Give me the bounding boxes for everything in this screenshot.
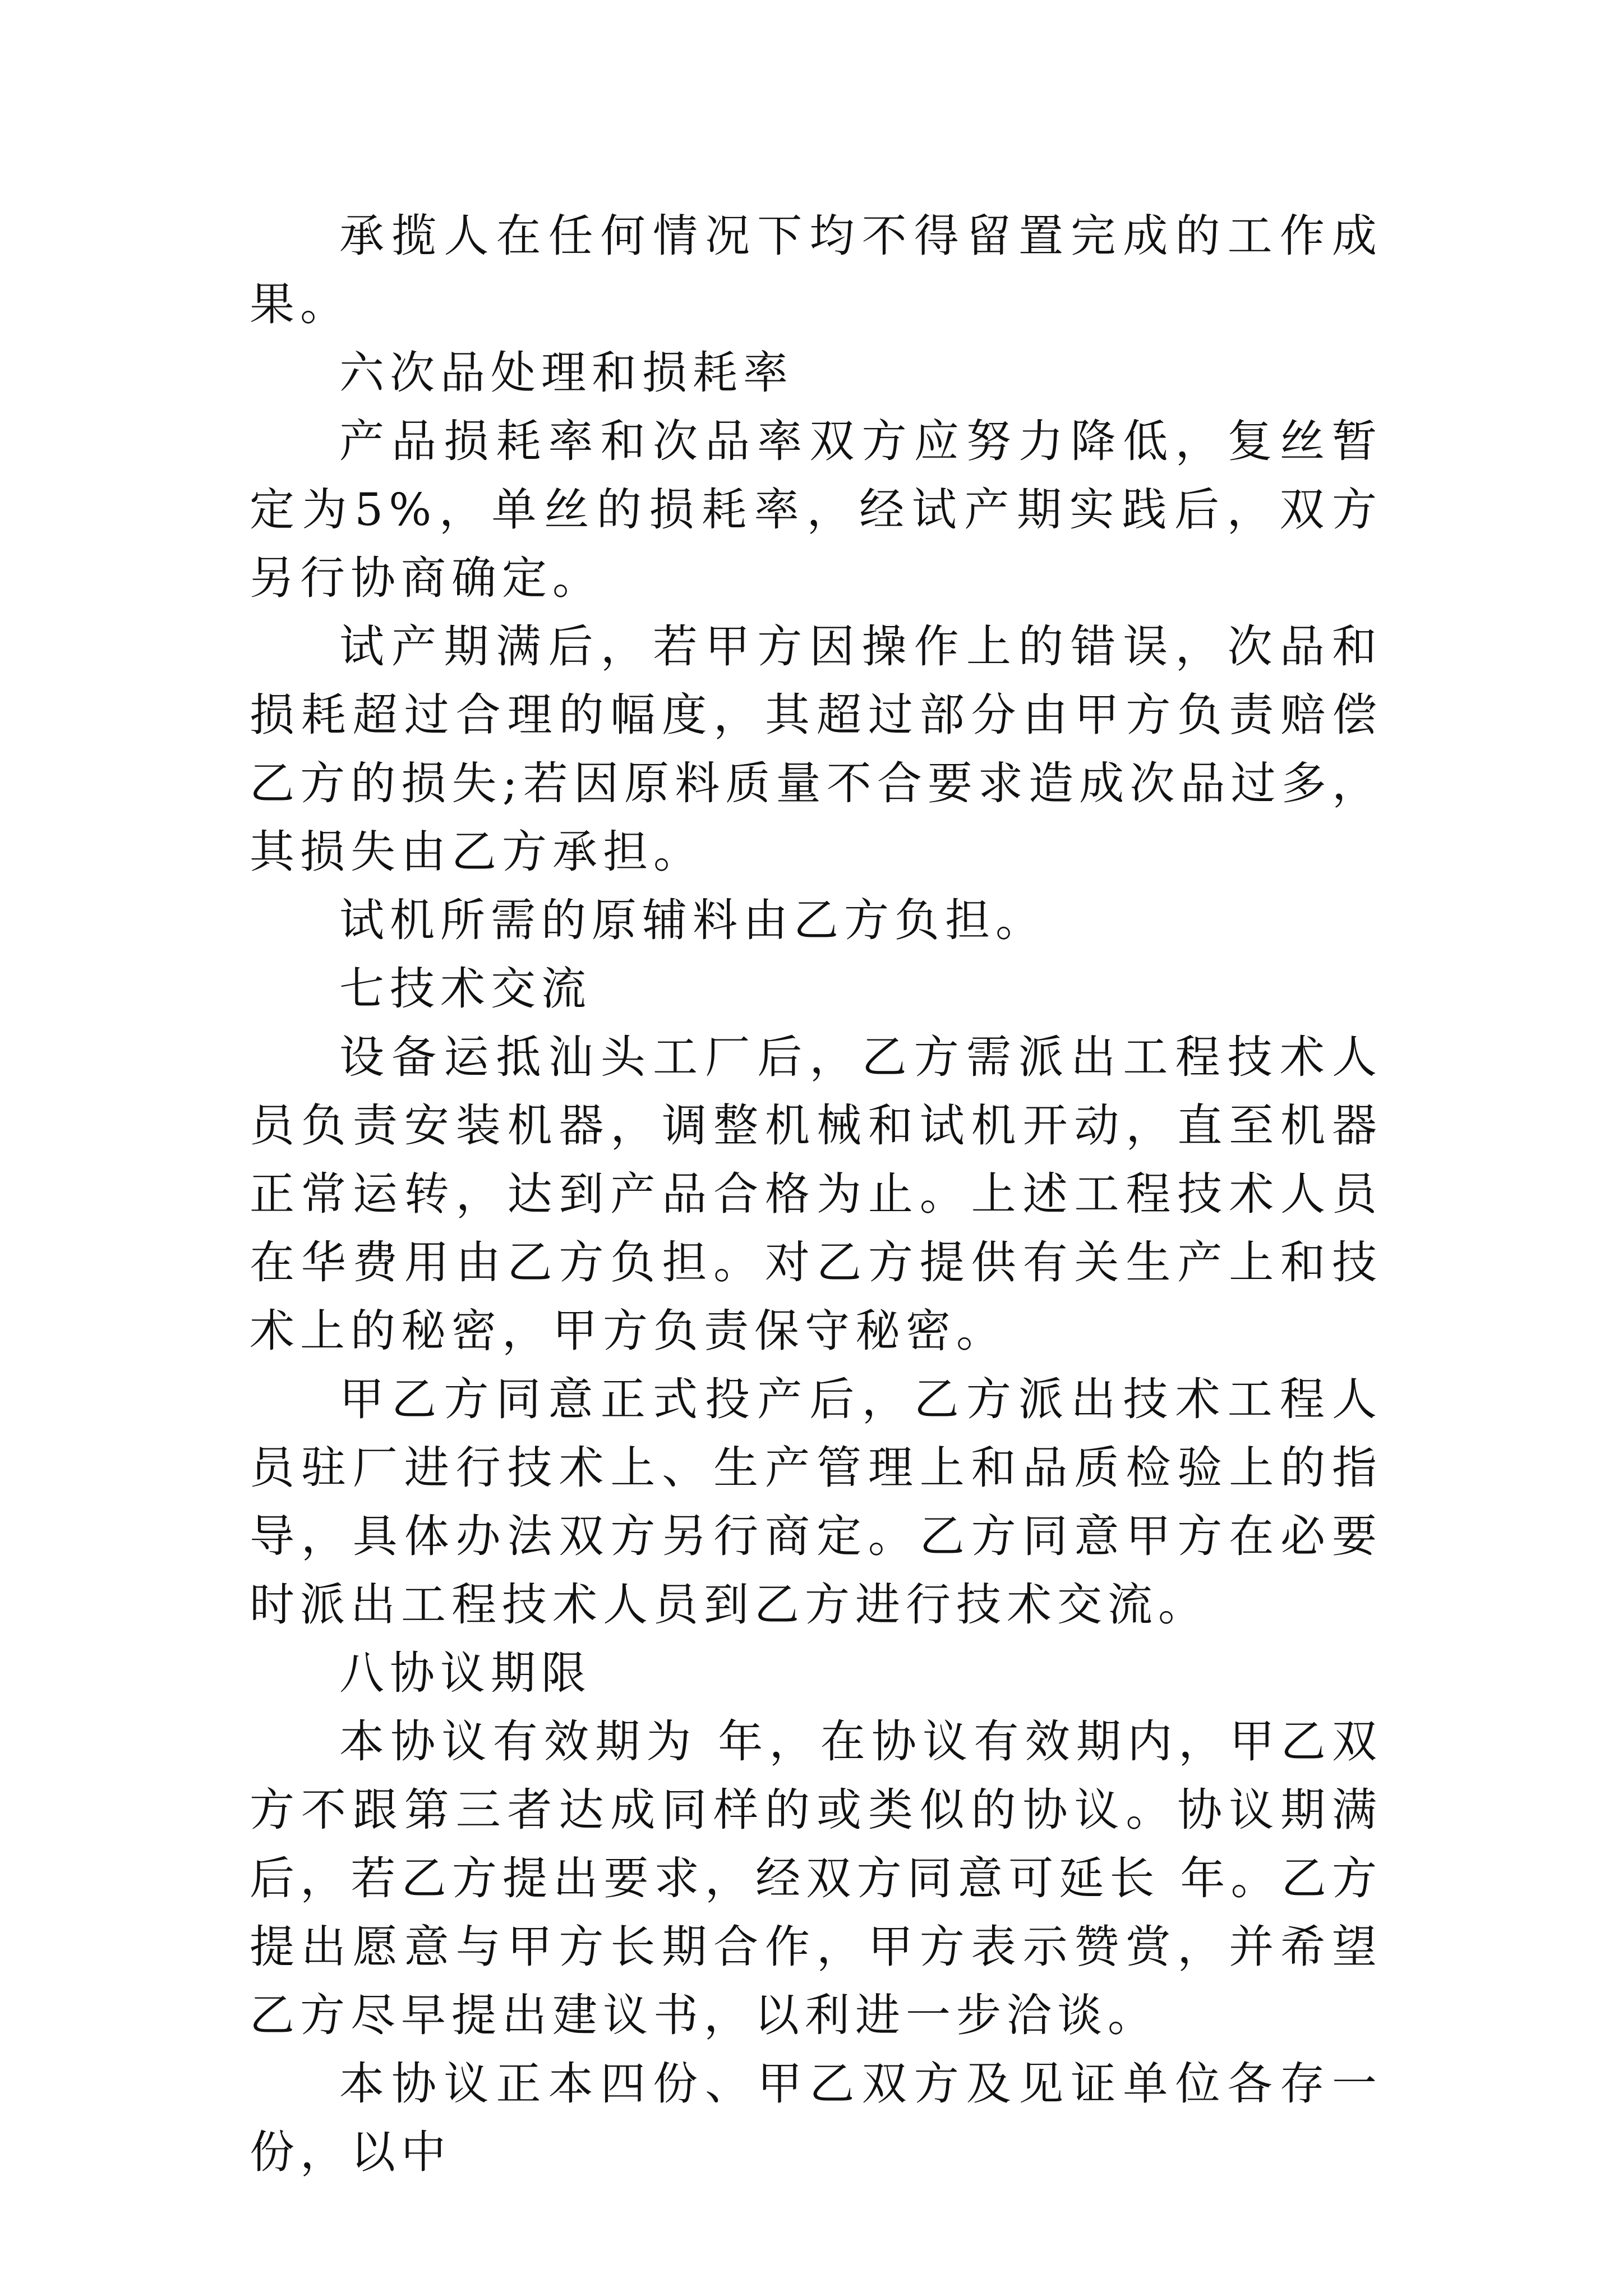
paragraph-trial-period: 试产期满后，若甲方因操作上的错误，次品和损耗超过合理的幅度，其超过部分由甲方负责赔偿乙方的损失;若因原料质量不合要求造成次品过多，其损失由乙方承担。 <box>250 620 1382 878</box>
section-heading-term: 八协议期限 <box>339 1647 592 1699</box>
document-page <box>250 202 1382 2187</box>
paragraph-retention: 承揽人在任何情况下均不得留置完成的工作成果。 <box>250 210 1382 330</box>
paragraph-validity: 本协议有效期为 年，在协议有效期内，甲乙双方不跟第三者达成同样的或类似的协议。协议期满后，若乙方提出要求，经双方同意可延长 年。乙方提出愿意与甲方长期合作，甲方表示赞赏，并希望乙方尽早提出建议书，以利进一步洽谈。 <box>250 1715 1382 2041</box>
section-heading-defects: 六次品处理和损耗率 <box>339 347 794 399</box>
paragraph-copies: 本协议正本四份、甲乙双方及见证单位各存一份，以中 <box>250 2058 1382 2178</box>
paragraph-installation: 设备运抵汕头工厂后，乙方需派出工程技术人员负责安装机器，调整机械和试机开动，直至机器正常运转，达到产品合格为止。上述工程技术人员在华费用由乙方负担。对乙方提供有关生产上和技术上的秘密，甲方负责保守秘密。 <box>250 1031 1382 1357</box>
paragraph-loss-rate: 产品损耗率和次品率双方应努力降低，复丝暂定为5%，单丝的损耗率，经试产期实践后，双方另行协商确定。 <box>250 415 1382 604</box>
paragraph-guidance: 甲乙方同意正式投产后，乙方派出技术工程人员驻厂进行技术上、生产管理上和品质检验上的指导，具体办法双方另行商定。乙方同意甲方在必要时派出工程技术人员到乙方进行技术交流。 <box>250 1373 1382 1631</box>
section-heading-tech-exchange: 七技术交流 <box>339 963 592 1015</box>
paragraph-trial-materials: 试机所需的原辅料由乙方负担。 <box>339 894 1046 946</box>
